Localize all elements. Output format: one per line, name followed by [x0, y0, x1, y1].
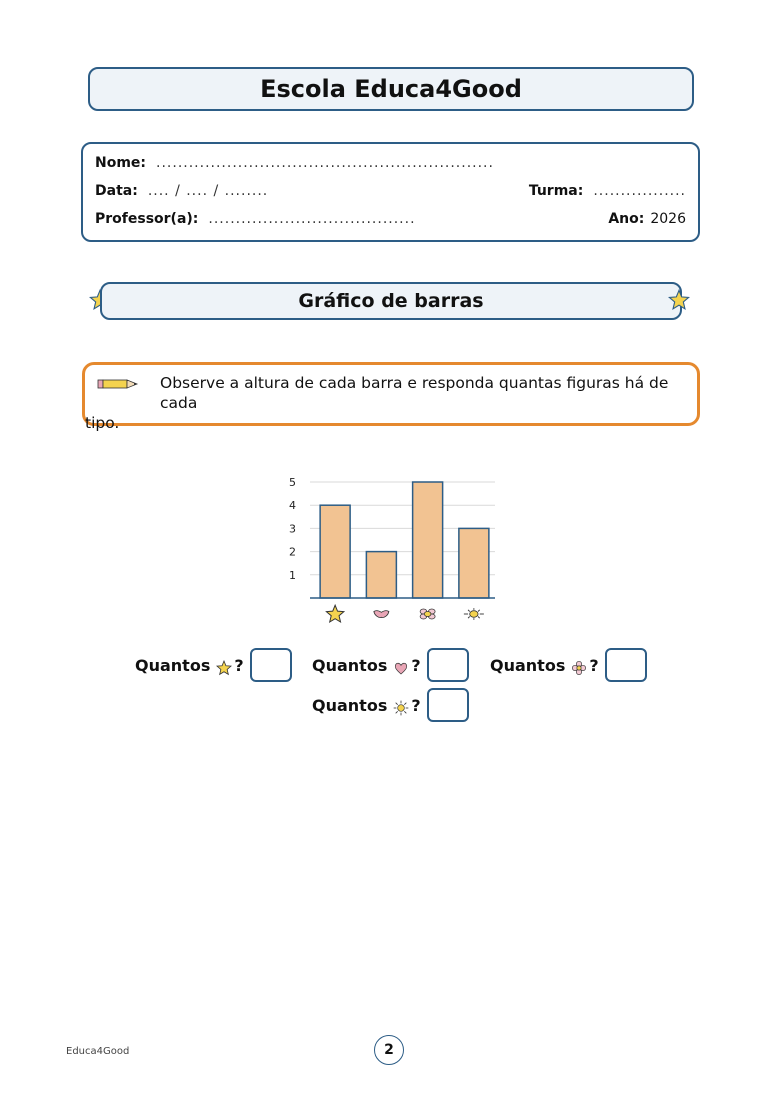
question-flower [490, 648, 647, 682]
question-label: Quantos [312, 695, 388, 715]
teacher-field[interactable]: ...................................... [208, 211, 416, 227]
bar-star [320, 505, 350, 598]
school-title-box [88, 67, 694, 111]
date-row [95, 181, 686, 201]
star-icon [668, 289, 690, 311]
y-tick-label: 1 [289, 568, 296, 582]
teacher-row [95, 209, 686, 229]
class-field[interactable]: ................. [593, 183, 686, 199]
question-label: Quantos [135, 655, 211, 675]
name-field[interactable]: .............................................................. [156, 155, 494, 171]
y-tick-label: 5 [289, 476, 296, 489]
question-mark: ? [234, 655, 244, 675]
y-tick-label: 4 [289, 499, 296, 513]
class-group [529, 183, 686, 199]
teacher-label: Professor(a): [95, 211, 199, 227]
heart-icon [393, 660, 409, 676]
year-label: Ano: [608, 211, 645, 227]
question-mark: ? [589, 655, 599, 675]
sun-icon [393, 700, 409, 716]
question-mark: ? [411, 655, 421, 675]
footer-brand: Educa4Good [66, 1046, 130, 1057]
sun-icon [464, 608, 484, 620]
school-title: Escola Educa4Good [260, 75, 522, 103]
page-number [374, 1035, 404, 1065]
date-label: Data: [95, 183, 138, 199]
year-value: 2026 [650, 211, 686, 227]
bar-chart [270, 470, 510, 630]
question-sun [312, 688, 469, 722]
section-title-box [100, 282, 682, 320]
question-star [135, 648, 292, 682]
page-number-text: 2 [384, 1042, 394, 1058]
instruction-line-1: Observe a altura de cada barra e responda quantas figuras há de cada [160, 374, 669, 412]
instruction-line-2: tipo. [85, 414, 120, 432]
flower-icon [420, 609, 435, 619]
y-tick-label: 2 [289, 545, 296, 559]
instruction-box [82, 362, 700, 432]
student-info-box [81, 142, 700, 242]
heart-icon [374, 611, 389, 618]
class-label: Turma: [528, 183, 584, 199]
question-heart [312, 648, 469, 682]
y-tick-label: 3 [289, 522, 296, 536]
year-group [608, 211, 686, 227]
bar-heart [366, 552, 396, 598]
star-icon [216, 660, 232, 676]
bar-sun [459, 528, 489, 598]
date-field[interactable]: .... / .... / ........ [147, 183, 269, 199]
question-mark: ? [411, 695, 421, 715]
name-row [95, 153, 686, 173]
answer-box-star[interactable] [250, 648, 292, 682]
question-label: Quantos [490, 655, 566, 675]
bar-flower [413, 482, 443, 598]
star-icon [326, 605, 343, 622]
answer-box-heart[interactable] [427, 648, 469, 682]
question-label: Quantos [312, 655, 388, 675]
flower-icon [571, 660, 587, 676]
answer-box-sun[interactable] [427, 688, 469, 722]
name-label: Nome: [95, 155, 147, 171]
answer-box-flower[interactable] [605, 648, 647, 682]
instruction-text [85, 373, 687, 433]
section-title: Gráfico de barras [298, 290, 484, 312]
